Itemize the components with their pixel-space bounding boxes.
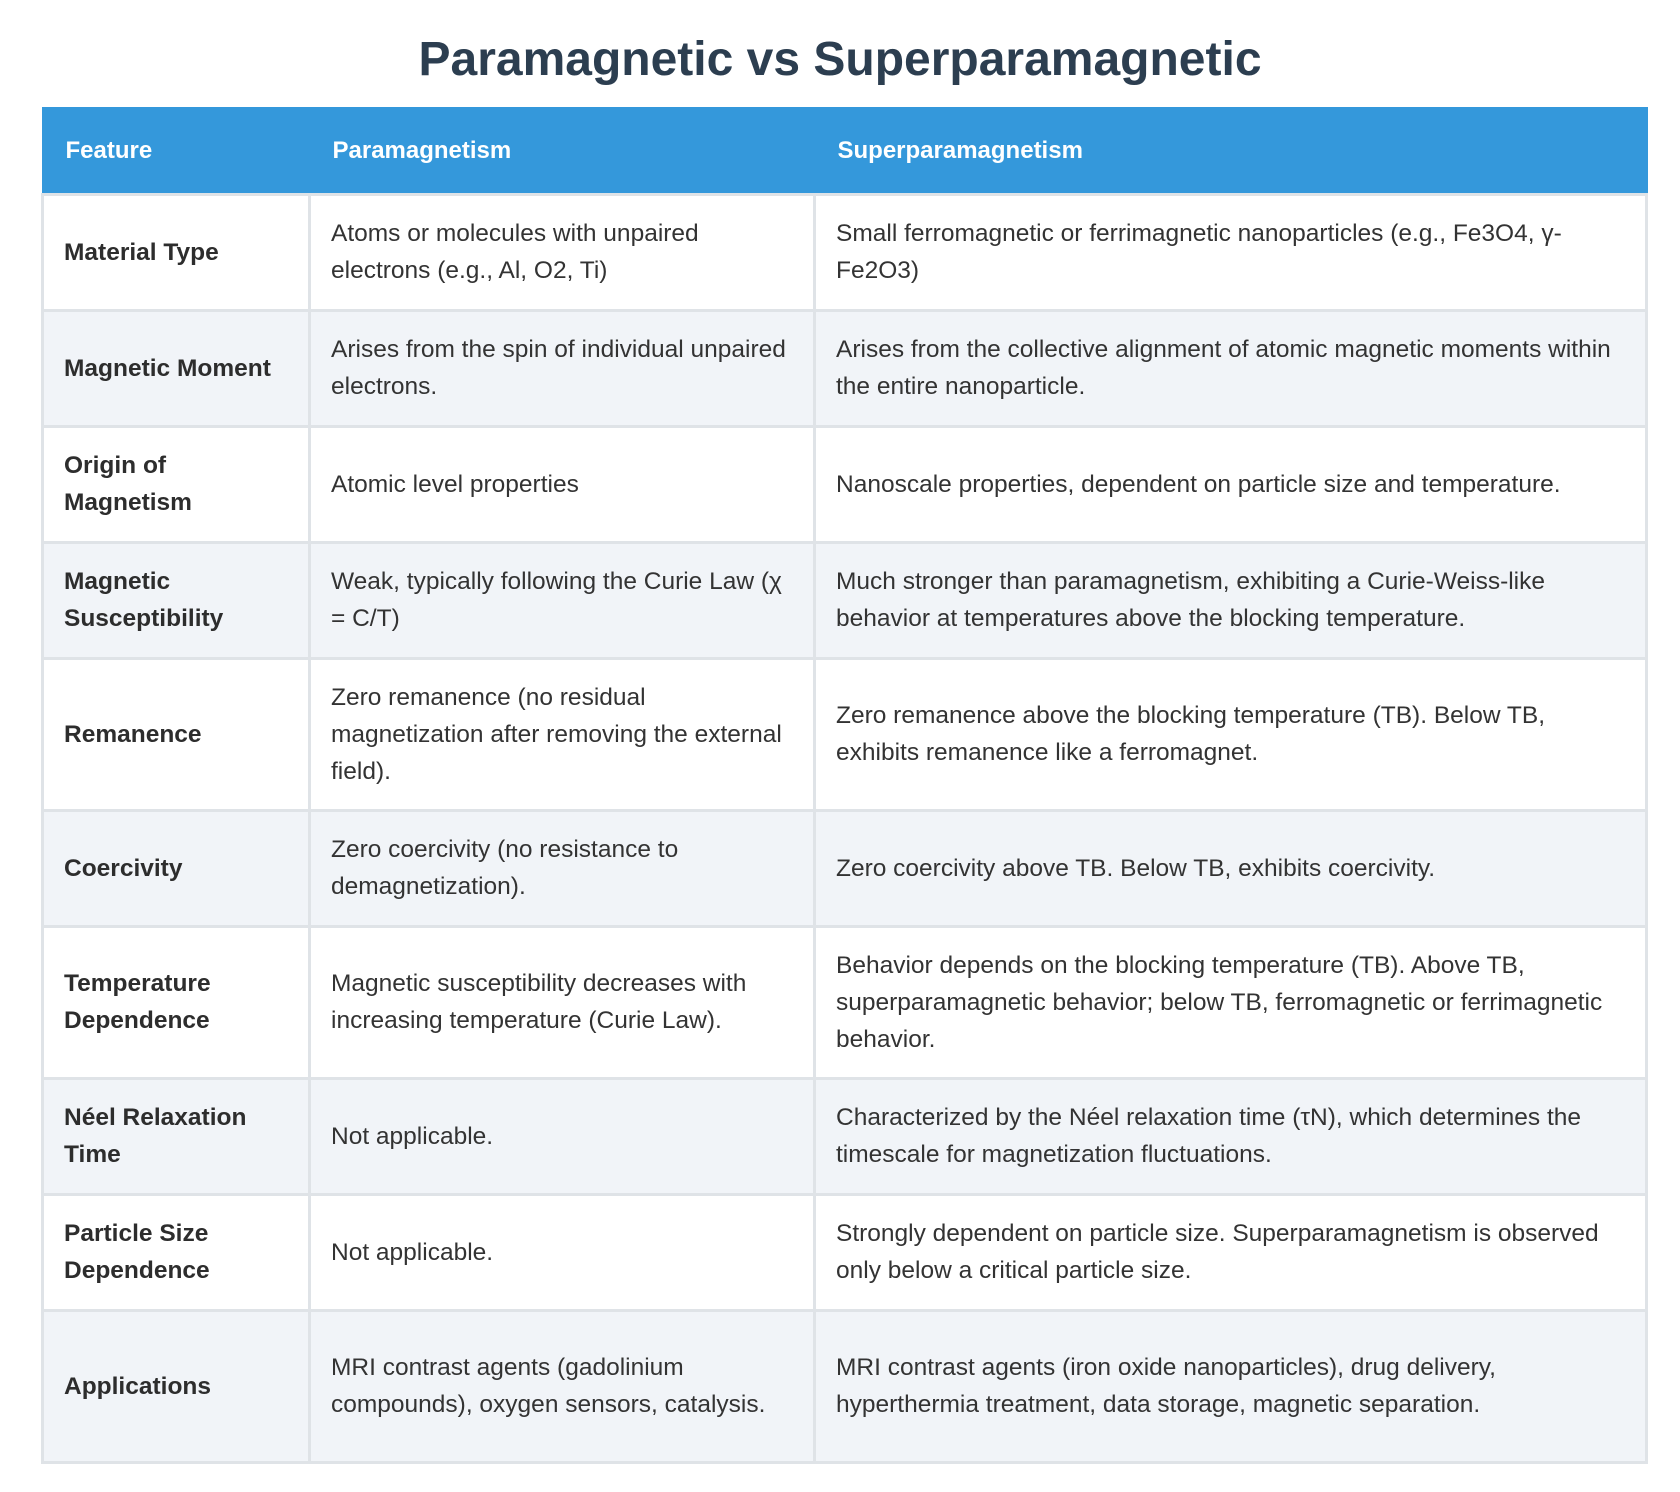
table-row-origin-of-magnetism bbox=[43, 426, 1647, 542]
superparamagnetism-cell: Behavior depends on the blocking temperature (TB). Above TB, superparamagnetic behavior; below TB, ferromagnetic or ferrimagnetic behavior. bbox=[815, 926, 1647, 1078]
paramagnetism-cell: Zero remanence (no residual magnetization after removing the external field). bbox=[310, 658, 815, 810]
paramagnetism-cell: Not applicable. bbox=[310, 1078, 815, 1194]
table-row-applications bbox=[43, 1310, 1647, 1462]
table-row-magnetic-moment bbox=[43, 310, 1647, 426]
paramagnetism-cell: Weak, typically following the Curie Law (χ = C/T) bbox=[310, 542, 815, 658]
superparamagnetism-cell: Strongly dependent on particle size. Superparamagnetism is observed only below a critical particle size. bbox=[815, 1194, 1647, 1310]
feature-cell: Magnetic Moment bbox=[43, 310, 310, 426]
paramagnetism-cell: Atomic level properties bbox=[310, 426, 815, 542]
feature-cell: Origin of Magnetism bbox=[43, 426, 310, 542]
feature-cell: Applications bbox=[43, 1310, 310, 1462]
superparamagnetism-cell: Zero remanence above the blocking temperature (TB). Below TB, exhibits remanence like a ferromagnet. bbox=[815, 658, 1647, 810]
table-row-coercivity bbox=[43, 810, 1647, 926]
feature-cell: Coercivity bbox=[43, 810, 310, 926]
table-row-temperature-dependence bbox=[43, 926, 1647, 1078]
superparamagnetism-cell: Arises from the collective alignment of atomic magnetic moments within the entire nanoparticle. bbox=[815, 310, 1647, 426]
paramagnetism-cell: Atoms or molecules with unpaired electrons (e.g., Al, O2, Ti) bbox=[310, 194, 815, 310]
paramagnetism-cell: Arises from the spin of individual unpaired electrons. bbox=[310, 310, 815, 426]
superparamagnetism-cell: Much stronger than paramagnetism, exhibiting a Curie-Weiss-like behavior at temperatures above the blocking temperature. bbox=[815, 542, 1647, 658]
feature-cell: Magnetic Susceptibility bbox=[43, 542, 310, 658]
superparamagnetism-cell: Zero coercivity above TB. Below TB, exhibits coercivity. bbox=[815, 810, 1647, 926]
page-title: Paramagnetic vs Superparamagnetic bbox=[418, 33, 1262, 86]
feature-cell: Remanence bbox=[43, 658, 310, 810]
header-paramagnetism: Paramagnetism bbox=[310, 108, 815, 194]
paramagnetism-cell: Not applicable. bbox=[310, 1194, 815, 1310]
superparamagnetism-cell: Small ferromagnetic or ferrimagnetic nanoparticles (e.g., Fe3O4, γ-Fe2O3) bbox=[815, 194, 1647, 310]
table-row-neel-relaxation-time bbox=[43, 1078, 1647, 1194]
feature-cell: Temperature Dependence bbox=[43, 926, 310, 1078]
superparamagnetism-cell: Nanoscale properties, dependent on particle size and temperature. bbox=[815, 426, 1647, 542]
superparamagnetism-cell: Characterized by the Néel relaxation time (τN), which determines the timescale for magnetization fluctuations. bbox=[815, 1078, 1647, 1194]
feature-cell: Material Type bbox=[43, 194, 310, 310]
header-superparamagnetism: Superparamagnetism bbox=[815, 108, 1647, 194]
table-row-magnetic-susceptibility bbox=[43, 542, 1647, 658]
superparamagnetism-cell: MRI contrast agents (iron oxide nanoparticles), drug delivery, hyperthermia treatment, data storage, magnetic separation. bbox=[815, 1310, 1647, 1462]
paramagnetism-cell: Magnetic susceptibility decreases with increasing temperature (Curie Law). bbox=[310, 926, 815, 1078]
table-row-particle-size-dependence bbox=[43, 1194, 1647, 1310]
table-row-material-type bbox=[43, 194, 1647, 310]
comparison-table bbox=[41, 107, 1648, 1464]
paramagnetism-cell: MRI contrast agents (gadolinium compounds), oxygen sensors, catalysis. bbox=[310, 1310, 815, 1462]
feature-cell: Particle Size Dependence bbox=[43, 1194, 310, 1310]
header-row bbox=[43, 108, 1647, 194]
paramagnetism-cell: Zero coercivity (no resistance to demagnetization). bbox=[310, 810, 815, 926]
feature-cell: Néel Relaxation Time bbox=[43, 1078, 310, 1194]
header-feature: Feature bbox=[43, 108, 310, 194]
table-row-remanence bbox=[43, 658, 1647, 810]
